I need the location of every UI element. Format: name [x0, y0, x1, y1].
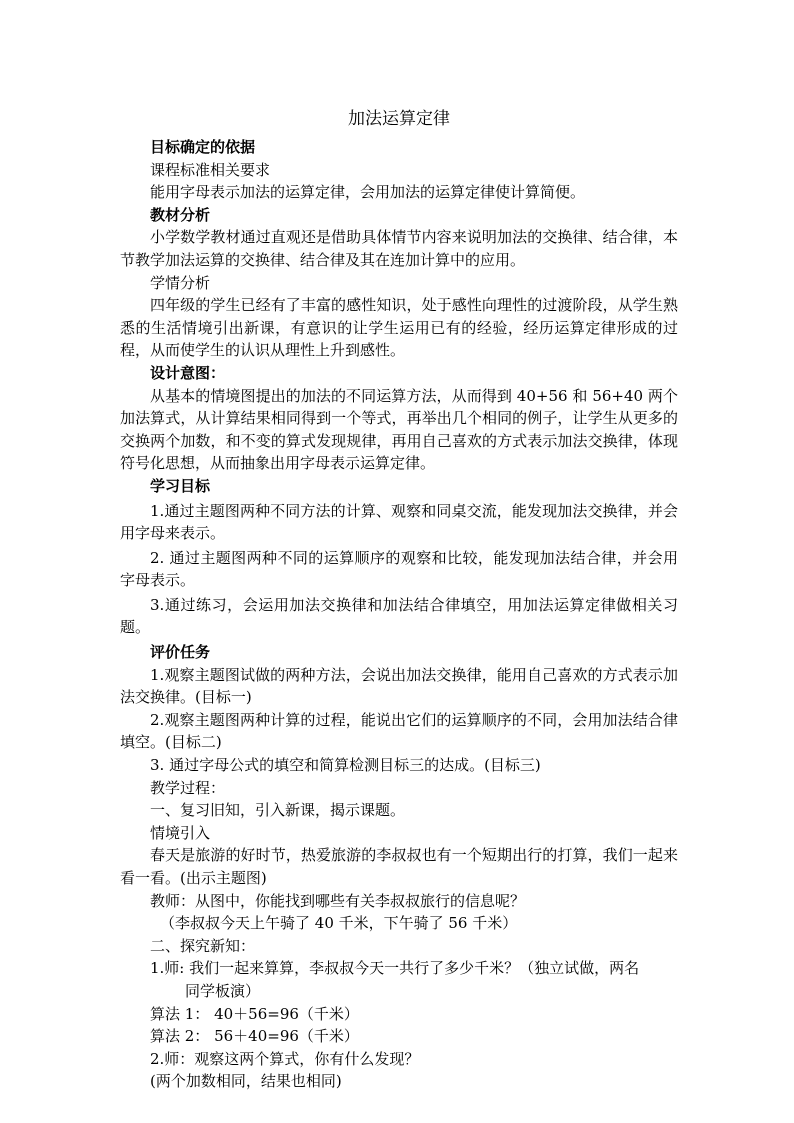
- basis-heading: 目标确定的依据: [150, 138, 256, 156]
- task-item: 2.观察主题图两种计算的过程，能说出它们的运算顺序的不同，会用加法结合律填空。(目标二): [120, 710, 678, 752]
- students-subheading: 学情分析: [150, 273, 211, 292]
- teacher-question: 教师：从图中，你能找到哪些有关李叔叔旅行的信息呢？: [150, 891, 526, 910]
- goals-heading: 学习目标: [150, 476, 211, 495]
- design-text: 从基本的情境图提出的加法的不同运算方法，从而得到 40+56 和 56+40 两个加法算式，从计算结果相同得到一个等式，再举出几个相同的例子，让学生从更多的交换两个加数，和不变的算式发现规律，再用自己喜欢的方式表示加法交换律，体现符号化思想，从而抽象出用字母表示运算定律。: [120, 386, 678, 473]
- answer-two: (两个加数相同，结果也相同): [150, 1072, 342, 1091]
- process-heading: 教学过程：: [150, 778, 226, 797]
- task-item: 3. 通过字母公式的填空和简算检测目标三的达成。(目标三): [150, 756, 541, 775]
- review-heading: 一、复习旧知，引入新课，揭示课题。: [150, 801, 406, 820]
- method-one: 算法 1： 40＋56=96（千米）: [150, 1004, 359, 1023]
- question-two: 2.师：观察这两个算式，你有什么发现？: [150, 1049, 420, 1068]
- scene-text: 春天是旅游的好时节，热爱旅游的李叔叔也有一个短期出行的打算，我们一起来看一看。(出示主题图): [120, 846, 678, 887]
- textbook-heading: 教材分析: [150, 205, 211, 224]
- goal-item: 2. 通过主题图两种不同的运算顺序的观察和比较，能发现加法结合律，并会用字母表示。: [120, 548, 678, 590]
- design-heading: 设计意图：: [150, 363, 226, 382]
- goal-item: 3.通过练习，会运用加法交换律和加法结合律填空，用加法运算定律做相关习题。: [120, 595, 678, 637]
- question-one-line2: 同学板演）: [185, 981, 261, 1000]
- question-one-line1: 1.师: 我们一起来算算，李叔叔今天一共行了多少千米？（独立试做，两名: [150, 959, 640, 978]
- standard-text: 能用字母表示加法的运算定律，会用加法的运算定律使计算简便。: [150, 183, 586, 202]
- task-item: 1.观察主题图试做的两种方法，会说出加法交换律，能用自己喜欢的方式表示加法交换律。(目标一): [120, 665, 678, 707]
- scene-heading: 情境引入: [150, 823, 211, 842]
- question-one: [120, 957, 678, 1002]
- tasks-heading: 评价任务: [150, 643, 211, 662]
- standard-subheading: 课程标准相关要求: [150, 160, 271, 179]
- goal-item: 1.通过主题图两种不同方法的计算、观察和同桌交流，能发现加法交换律，并会用字母来表示。: [120, 501, 678, 543]
- page-title: 加法运算定律: [348, 109, 450, 129]
- method-two: 算法 2： 56＋40=96（千米）: [150, 1027, 359, 1046]
- explore-heading: 二、探究新知：: [150, 936, 256, 955]
- students-text: 四年级的学生已经有了丰富的感性知识，处于感性向理性的过渡阶段，从学生熟悉的生活情境引出新课，有意识的让学生运用已有的经验，经历运算定律形成的过程，从而使学生的认识从理性上升到感性。: [120, 296, 678, 360]
- textbook-text: 小学数学教材通过直观还是借助具体情节内容来说明加法的交换律、结合律，本节教学加法运算的交换律、结合律及其在连加计算中的应用。: [120, 228, 678, 269]
- document-body: [120, 104, 678, 1093]
- teacher-answer: （李叔叔今天上午骑了 40 千米，下午骑了 56 千米）: [160, 914, 518, 933]
